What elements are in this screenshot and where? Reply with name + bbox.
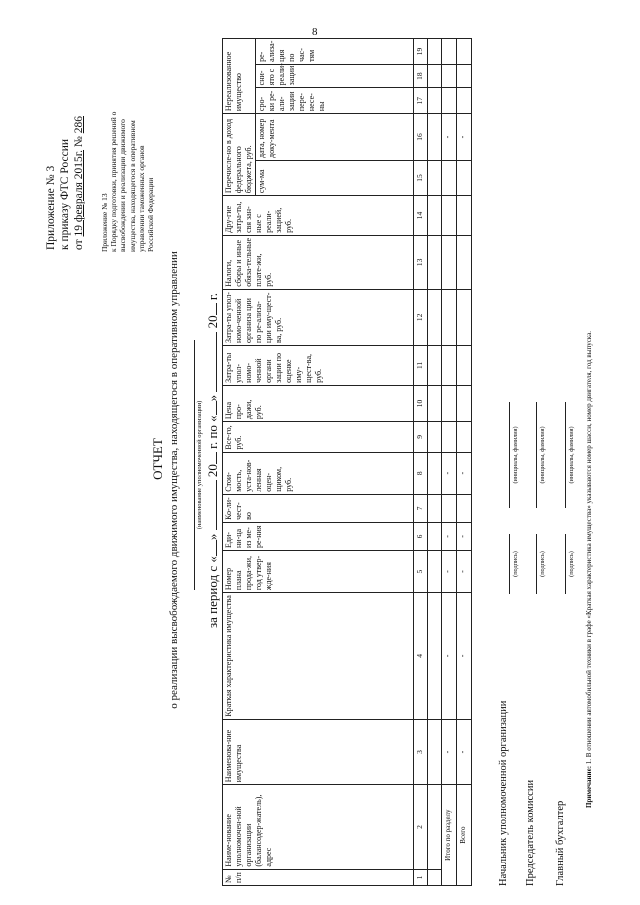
column-number: 4 bbox=[414, 593, 428, 720]
appendix-date-line bbox=[72, 40, 86, 250]
period-suffix: г. bbox=[205, 292, 220, 301]
col-header: Наиме-нование уполномочен-ной организации (балансодер-жатель), адрес bbox=[223, 785, 414, 869]
table-cell[interactable] bbox=[428, 64, 442, 87]
col-header: сум-ма bbox=[256, 160, 414, 195]
table-cell[interactable] bbox=[457, 88, 472, 114]
col-group-header: Нереализованное имущество bbox=[223, 39, 256, 114]
landscape-sheet bbox=[4, 28, 604, 890]
column-number: 8 bbox=[414, 452, 428, 494]
dash-cell: - bbox=[442, 522, 457, 550]
column-number: 13 bbox=[414, 235, 428, 289]
name-line[interactable] bbox=[509, 402, 510, 508]
table-cell[interactable] bbox=[442, 235, 457, 289]
table-cell[interactable] bbox=[428, 196, 442, 236]
name-caption: (инициалы, фамилия) bbox=[539, 426, 546, 484]
column-number: 18 bbox=[414, 64, 428, 87]
dash-cell: - bbox=[442, 114, 457, 161]
col-header: дата, номер доку-мента bbox=[256, 114, 414, 161]
col-header: Стои-мость, уста-нов-ленная оцен-щиком, руб. bbox=[223, 452, 414, 494]
table-cell[interactable] bbox=[428, 289, 442, 345]
grand-total-label: Всего bbox=[457, 785, 472, 886]
table-cell[interactable] bbox=[428, 422, 442, 452]
column-number: 14 bbox=[414, 196, 428, 236]
table-cell[interactable] bbox=[428, 452, 442, 494]
column-number: 15 bbox=[414, 160, 428, 195]
period-quote: » bbox=[205, 533, 220, 541]
table-cell[interactable] bbox=[457, 160, 472, 195]
signature-line[interactable] bbox=[536, 534, 537, 594]
name-caption: (инициалы, фамилия) bbox=[568, 426, 575, 484]
column-number: 10 bbox=[414, 385, 428, 421]
organization-name-caption: (наименование уполномоченной организации) bbox=[196, 400, 203, 530]
report-table bbox=[222, 38, 472, 886]
col-header: Краткая характеристика имущества bbox=[223, 593, 414, 720]
procedure-line: управлении таможенных органов bbox=[136, 145, 146, 252]
column-number: 12 bbox=[414, 289, 428, 345]
table-cell[interactable] bbox=[428, 522, 442, 550]
footnote-text: 1. В отношении автомобильной техники в графе «Краткая характеристика имущества» указываются номер шасси, номер двигателя, год выпуска. bbox=[585, 331, 593, 765]
procedure-line: Российской Федерации bbox=[146, 177, 156, 252]
appendix-number: Приложение № 3 bbox=[45, 165, 57, 250]
signature-caption: (подпись) bbox=[539, 551, 546, 577]
table-cell[interactable] bbox=[457, 289, 472, 345]
col-header: Ко-ли-чест-во bbox=[223, 494, 414, 522]
period-end-day[interactable] bbox=[216, 401, 217, 415]
appendix-order: к приказу ФТС России bbox=[59, 139, 71, 250]
period-end-year[interactable] bbox=[216, 303, 217, 315]
column-number: 2 bbox=[414, 785, 428, 869]
col-header: Наименова-ние имущества bbox=[223, 719, 414, 785]
signature-label-chair: Председатель комиссии bbox=[525, 779, 536, 886]
dash-cell: - bbox=[457, 452, 472, 494]
appendix-header bbox=[44, 40, 86, 250]
table-cell[interactable] bbox=[428, 39, 442, 65]
table-cell[interactable] bbox=[442, 289, 457, 345]
report-title: ОТЧЕТ bbox=[150, 438, 165, 480]
dash-cell: - bbox=[457, 593, 472, 720]
table-cell[interactable] bbox=[442, 494, 457, 522]
column-number: 19 bbox=[414, 39, 428, 65]
table-cell[interactable] bbox=[442, 88, 457, 114]
period-year-prefix: 20 bbox=[205, 315, 220, 329]
table-cell[interactable] bbox=[442, 196, 457, 236]
col-header: ре-ализа-ция по час-тям bbox=[256, 39, 414, 65]
table-cell[interactable] bbox=[428, 235, 442, 289]
col-header: Номер плана прода-жи, год утвер-жде-ния bbox=[223, 550, 414, 592]
col-header: № п/п bbox=[223, 869, 414, 885]
table-cell[interactable] bbox=[457, 196, 472, 236]
table-cell[interactable] bbox=[442, 385, 457, 421]
grand-total-row bbox=[457, 39, 472, 886]
table-cell[interactable] bbox=[457, 64, 472, 87]
footnote bbox=[585, 48, 593, 808]
col-header: Цена про-дажи, руб. bbox=[223, 385, 414, 421]
report-subtitle: о реализации высвобождаемого движимого имущества, находящегося в оперативном управлении bbox=[168, 251, 180, 709]
table-cell[interactable] bbox=[428, 494, 442, 522]
table-cell[interactable] bbox=[442, 39, 457, 65]
table-cell[interactable] bbox=[442, 422, 457, 452]
signature-line[interactable] bbox=[565, 534, 566, 594]
period-prefix: за период с « bbox=[205, 556, 220, 628]
footnote-label: Примечание: bbox=[585, 765, 593, 808]
column-number: 7 bbox=[414, 494, 428, 522]
col-header: Все-го, руб. bbox=[223, 422, 414, 452]
column-number: 16 bbox=[414, 114, 428, 161]
column-number: 3 bbox=[414, 719, 428, 785]
column-number: 1 bbox=[414, 869, 428, 885]
period-start-year[interactable] bbox=[216, 452, 217, 464]
table-cell[interactable] bbox=[428, 785, 442, 869]
name-line[interactable] bbox=[565, 402, 566, 508]
table-cell[interactable] bbox=[428, 719, 442, 785]
period-start-month[interactable] bbox=[216, 480, 217, 530]
col-header: сни-ято с реали-зации bbox=[256, 64, 414, 87]
table-cell[interactable] bbox=[442, 160, 457, 195]
period-quote: » bbox=[205, 394, 220, 402]
period-end-month[interactable] bbox=[216, 332, 217, 392]
table-cell[interactable] bbox=[442, 64, 457, 87]
period-year-prefix: 20 bbox=[205, 464, 220, 478]
table-cell[interactable] bbox=[457, 494, 472, 522]
procedure-line: к Порядку подготовки, принятия решений о bbox=[109, 111, 119, 252]
signature-caption: (подпись) bbox=[568, 551, 575, 577]
signature-label-accountant: Главный бухгалтер bbox=[555, 800, 566, 886]
table-cell[interactable] bbox=[457, 422, 472, 452]
col-header: Затра-ты упол-номо-ченной органи зации по оценке иму-щест-ва, руб. bbox=[223, 346, 414, 386]
order-date: 19 февраля 2015г. bbox=[73, 149, 85, 237]
table-cell[interactable] bbox=[428, 88, 442, 114]
table-cell[interactable] bbox=[428, 869, 442, 885]
period-start-day[interactable] bbox=[216, 540, 217, 556]
col-header: сро-ки ре-али-зации пере-несе-ны bbox=[256, 88, 414, 114]
table-cell[interactable] bbox=[428, 114, 442, 161]
name-line[interactable] bbox=[536, 402, 537, 508]
procedure-line: высвобождении и реализации движимого bbox=[118, 119, 128, 252]
col-header: Затра-ты упол-номо-ченной организа ции по ре-ализа-ции иму-щест-ва, руб. bbox=[223, 289, 414, 345]
date-prefix: от bbox=[73, 239, 85, 250]
col-group-header: Перечисле-но в доход федерального бюджета, руб. bbox=[223, 114, 256, 196]
dash-cell: - bbox=[457, 114, 472, 161]
signature-line[interactable] bbox=[509, 534, 510, 594]
column-number: 6 bbox=[414, 522, 428, 550]
table-cell[interactable] bbox=[428, 593, 442, 720]
column-number: 17 bbox=[414, 88, 428, 114]
organization-name-line[interactable] bbox=[194, 340, 195, 590]
procedure-line: имущества, находящегося в оперативном bbox=[127, 120, 137, 252]
column-number: 11 bbox=[414, 346, 428, 386]
report-period bbox=[205, 208, 221, 628]
number-label: № bbox=[73, 136, 85, 148]
column-number-row bbox=[414, 39, 428, 886]
procedure-appendix bbox=[100, 42, 155, 252]
dash-cell: - bbox=[457, 719, 472, 785]
column-number: 9 bbox=[414, 422, 428, 452]
dash-cell: - bbox=[442, 719, 457, 785]
col-header: Налоги, сборы и иные обяза-тельные плате-жи, руб. bbox=[223, 235, 414, 289]
table-cell[interactable] bbox=[457, 346, 472, 386]
signature-caption: (подпись) bbox=[512, 551, 519, 577]
table-row bbox=[428, 39, 442, 886]
period-to: г. по « bbox=[205, 415, 220, 449]
name-caption: (инициалы, фамилия) bbox=[512, 426, 519, 484]
section-total-label: Итого по разделу bbox=[442, 785, 457, 886]
dash-cell: - bbox=[457, 550, 472, 592]
table-cell[interactable] bbox=[428, 550, 442, 592]
col-header: Еди-ни-ца из ме-ре-ния bbox=[223, 522, 414, 550]
page-number: 8 bbox=[312, 26, 318, 38]
dash-cell: - bbox=[457, 522, 472, 550]
signature-label-head: Начальник уполномоченной организации bbox=[498, 700, 509, 886]
procedure-line: Приложение № 13 bbox=[100, 193, 109, 252]
section-total-row bbox=[442, 39, 457, 886]
dash-cell: - bbox=[442, 452, 457, 494]
table-cell[interactable] bbox=[428, 346, 442, 386]
table-cell[interactable] bbox=[457, 235, 472, 289]
col-header: Дру-гие затра-ты, свя зан-ные с реали-зацией, руб. bbox=[223, 196, 414, 236]
dash-cell: - bbox=[442, 593, 457, 720]
table-cell[interactable] bbox=[442, 346, 457, 386]
order-number: 286 bbox=[73, 116, 85, 134]
table-cell[interactable] bbox=[457, 385, 472, 421]
table-cell[interactable] bbox=[428, 160, 442, 195]
table-cell[interactable] bbox=[457, 39, 472, 65]
column-number: 5 bbox=[414, 550, 428, 592]
dash-cell: - bbox=[442, 550, 457, 592]
table-cell[interactable] bbox=[428, 385, 442, 421]
